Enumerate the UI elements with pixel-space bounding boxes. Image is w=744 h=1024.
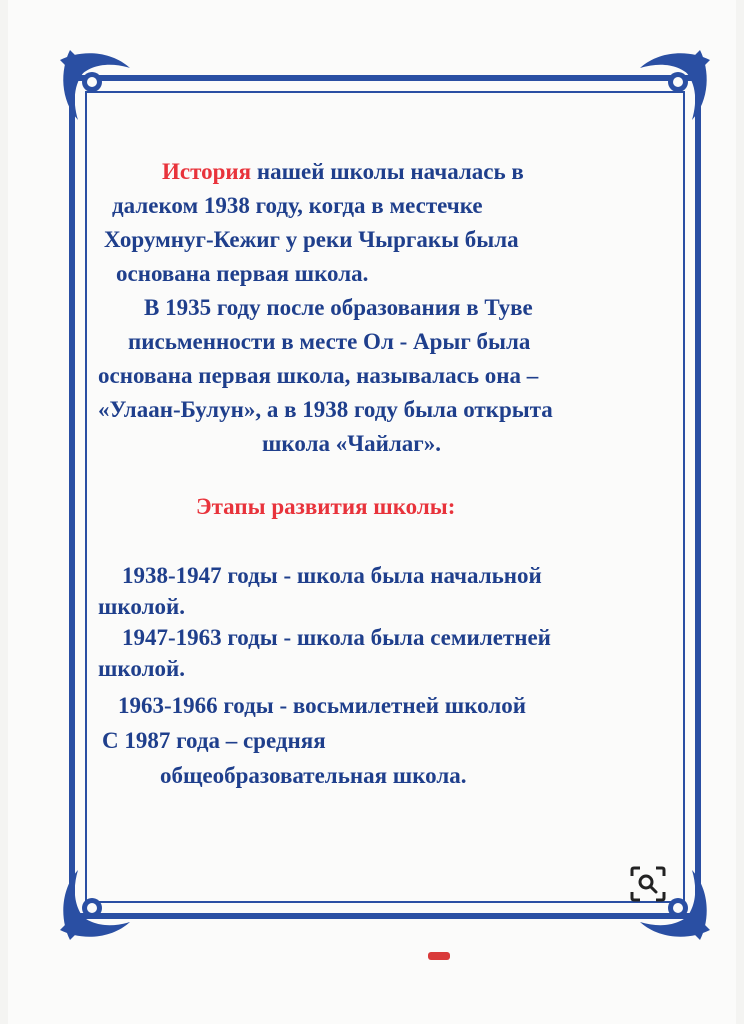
intro-line-4: основана первая школа.: [116, 261, 369, 286]
intro-highlight: История: [162, 159, 252, 184]
stages-heading: Этапы развития школы:: [196, 494, 456, 519]
stage-2-line-a: 1947-1963 годы - школа была семилетней: [122, 625, 551, 650]
intro-line-3: Хорумнуг-Кежиг у реки Чыргакы была: [104, 227, 519, 252]
intro-line-2: далеком 1938 году, когда в местечке: [112, 193, 483, 218]
intro-line-1: [162, 155, 524, 189]
stage-1-line-a: 1938-1947 годы - школа была начальной: [122, 563, 542, 588]
zoom-search-icon: [628, 864, 668, 904]
stage-3: 1963-1966 годы - восьмилетней школой: [118, 693, 527, 718]
p2-line-5: школа «Чайлаг».: [262, 431, 441, 456]
p2-line-2: письменности в месте Ол - Арыг была: [128, 329, 531, 354]
stage-2-line-b: школой.: [98, 656, 185, 681]
intro-line-1-rest: нашей школы началась в: [251, 159, 524, 184]
stage-4-line-a: С 1987 года – средняя: [102, 728, 326, 753]
p2-line-3: основана первая школа, называлась она –: [98, 363, 539, 388]
p2-line-1: В 1935 году после образования в Туве: [144, 295, 533, 320]
stage-4-line-b: общеобразовательная школа.: [160, 763, 467, 788]
stage-1-line-b: школой.: [98, 594, 185, 619]
red-mark: [428, 952, 450, 960]
zoom-button[interactable]: [626, 862, 670, 906]
p2-line-4: «Улаан-Булун», а в 1938 году была открыта: [98, 397, 553, 422]
